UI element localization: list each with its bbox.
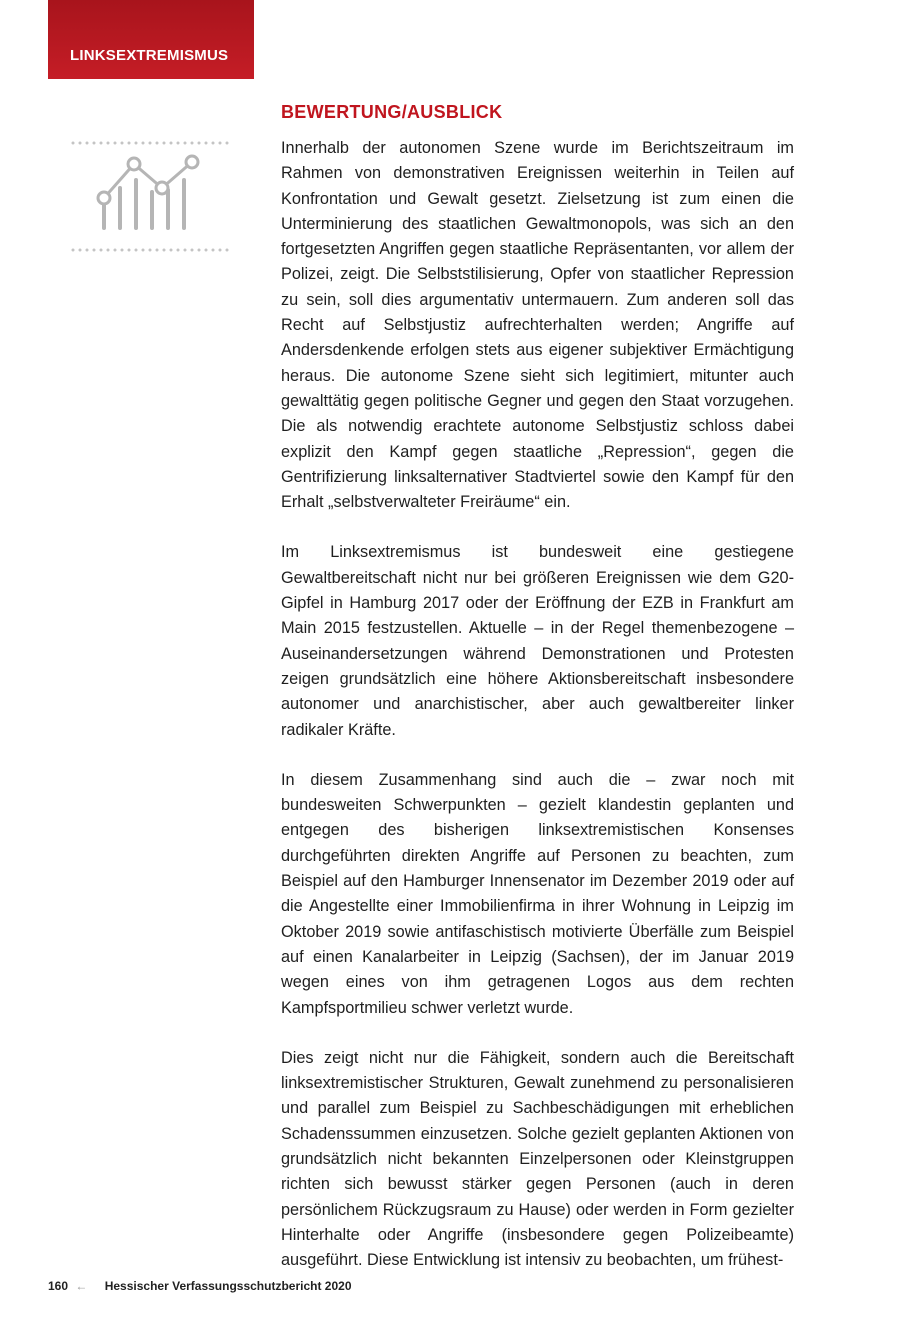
section-tab-label: LINKSEXTREMISMUS xyxy=(70,47,229,64)
publication-title: Hessischer Verfassungsschutzbericht 2020 xyxy=(104,1279,352,1293)
paragraph: Innerhalb der autonomen Szene wurde im Berichtszeitraum im Rahmen von demonstrativen Ereignissen weiterhin in Teilen auf Konfrontation und Gewalt gesetzt. Zielsetzung ist zum einen die Unterminierung des staatlichen Gewaltmonopols, was sich an den fortgesetzten Angriffen gegen staatliche Repräsentanten, vor allem der Polizei, zeigt. Die Selbststilisierung, Opfer von staatlicher Repression zu sein, soll dies argumentativ untermauern. Zum anderen soll das Recht auf Selbstjustiz aufrechterhalten werden; Angriffe auf Andersdenkende erfolgen stets aus eigener subjektiver Ermächtigung heraus. Die autonome Szene sieht sich legitimiert, mitunter auch gewalttätig gegen politische Gegner und gegen den Staat vorzugehen. Die als notwendig erachtete autonome Selbstjustiz schloss dabei explizit den Kampf gegen staatliche „Repression“, gegen die Gentrifizierung linksalternativer Stadtviertel sowie den Kampf für den Erhalt „selbstverwalteter Freiräume“ ein. xyxy=(281,139,794,512)
chart-trend-icon xyxy=(70,136,232,256)
paragraph: Im Linksextremismus ist bundesweit eine gestiegene Gewaltbereitschaft nicht nur bei größeren Ereignissen wie dem G20-Gipfel in Hamburg 2017 oder der Eröffnung der EZB in Frankfurt am Main 2015 festzustellen. Aktuelle – in der Regel themenbezogene – Auseinandersetzungen während Demonstrationen und Protesten zeigen grundsätzlich eine höhere Aktionsbereitschaft insbesondere autonomer und anarchistischer, aber auch gewaltbereiter linker radikaler Kräfte. xyxy=(281,543,794,739)
article-body xyxy=(281,136,794,1298)
back-arrow-icon[interactable]: ← xyxy=(75,1279,88,1293)
paragraph: Dies zeigt nicht nur die Fähigkeit, sondern auch die Bereitschaft linksextremistischer Strukturen, Gewalt zunehmend zu personalisieren und parallel zum Beispiel zu Sachbeschädigungen mit erheblichen Schadenssummen einzusetzen. Solche gezielt geplanten Aktionen von grundsätzlich nicht bekannten Einzelpersonen oder Kleinstgruppen richten sich bewusst stärker gegen Personen (auch in deren persönlichem Rückzugsraum zu Hause) oder werden in Form gezielter Hinterhalte oder Angriffe (insbesondere gegen Polizeibeamte) ausgeführt. Diese Entwicklung ist intensiv zu beobachten, um frühest- xyxy=(281,1048,794,1270)
section-title: BEWERTUNG/AUSBLICK xyxy=(281,102,503,122)
page-footer xyxy=(48,1279,352,1293)
paragraph: In diesem Zusammenhang sind auch die – zwar noch mit bundesweiten Schwerpunkten – gezielt klandestin geplanten und entgegen des bisherigen linksextremistischen Konsenses durchgeführten direkten Angriffe auf Personen zu beachten, zum Beispiel auf den Hamburger Innensenator im Dezember 2019 oder auf die Angestellte einer Immobilienfirma in ihrer Wohnung in Leipzig im Oktober 2019 sowie antifaschistisch motivierte Überfälle zum Beispiel auf einen Kanalarbeiter in Leipzig (Sachsen), der im Januar 2019 wegen eines von ihm getragenen Logos aus dem rechten Kampfsportmilieu schwer verletzt wurde. xyxy=(281,770,794,1017)
section-tab xyxy=(48,0,254,79)
page-number: 160 xyxy=(48,1279,69,1293)
